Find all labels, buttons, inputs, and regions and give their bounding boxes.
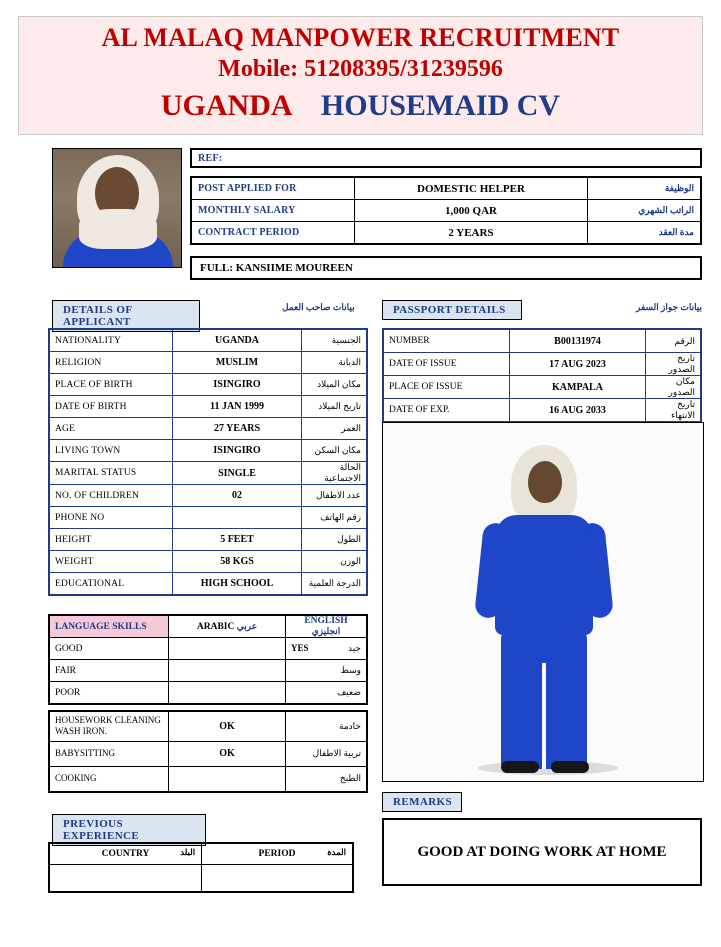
monthly-salary-value: 1,000 QAR	[355, 200, 588, 222]
babysitting-value: OK	[169, 741, 286, 766]
section-title-details-arabic: بيانات صاحب العمل	[282, 302, 355, 312]
passport-number-value: B00131974	[510, 329, 646, 353]
babysitting-label: BABYSITTING	[49, 741, 169, 766]
language-fair-arabic-value	[169, 660, 286, 682]
education-label: EDUCATIONAL	[49, 573, 173, 596]
document-title-country: UGANDA	[160, 88, 291, 122]
table-row	[49, 418, 367, 440]
weight-value: 58 KGS	[173, 551, 302, 573]
passport-number-label: NUMBER	[383, 329, 510, 353]
remarks-text: GOOD AT DOING WORK AT HOME	[382, 818, 702, 886]
document-title-role: HOUSEMAID CV	[320, 88, 561, 122]
passport-issue-date-label: DATE OF ISSUE	[383, 353, 510, 376]
phone-value	[173, 507, 302, 529]
table-row	[383, 353, 701, 376]
previous-country-header-ar: البلد	[180, 847, 196, 857]
table-row	[49, 462, 367, 485]
table-row	[49, 741, 367, 766]
table-row	[383, 329, 701, 353]
table-row	[49, 551, 367, 573]
table-row	[49, 766, 367, 792]
religion-value: MUSLIM	[173, 352, 302, 374]
language-poor-arabic-label: ضعيف	[336, 687, 361, 697]
previous-period-header-en: PERIOD	[258, 849, 296, 859]
language-english-col-en: ENGLISH	[304, 616, 348, 626]
table-row	[49, 485, 367, 507]
previous-country-header-en: COUNTRY	[101, 849, 150, 859]
table-row	[191, 177, 701, 200]
language-good-label: GOOD	[49, 638, 169, 660]
cooking-label: COOKING	[49, 766, 169, 792]
table-row	[191, 200, 701, 222]
header-banner	[18, 16, 703, 135]
language-arabic-column-header	[169, 615, 286, 638]
company-mobile: Mobile: 51208395/31239596	[218, 55, 503, 82]
height-arabic: الطول	[302, 529, 368, 551]
previous-country-value	[49, 865, 202, 893]
language-arabic-col-ar: عربي	[236, 621, 258, 631]
passport-issue-date-value: 17 AUG 2023	[510, 353, 646, 376]
cooking-value	[169, 766, 286, 792]
language-good-arabic-value	[169, 638, 286, 660]
monthly-salary-arabic: الراتب الشهري	[588, 200, 702, 222]
contract-period-label: CONTRACT PERIOD	[191, 222, 355, 245]
post-applied-value: DOMESTIC HELPER	[355, 177, 588, 200]
weight-label: WEIGHT	[49, 551, 173, 573]
date-of-birth-label: DATE OF BIRTH	[49, 396, 173, 418]
housework-value: OK	[169, 711, 286, 741]
place-of-birth-value: ISINGIRO	[173, 374, 302, 396]
language-good-arabic-label: جيد	[347, 643, 361, 653]
date-of-birth-arabic: تاريخ الميلاد	[302, 396, 368, 418]
children-value: 02	[173, 485, 302, 507]
age-label: AGE	[49, 418, 173, 440]
reference-label: REF:	[198, 152, 223, 164]
language-english-column-header	[286, 615, 368, 638]
section-title-remarks: REMARKS	[382, 792, 462, 812]
table-row	[49, 374, 367, 396]
marital-status-arabic: الحالة الاجتماعية	[302, 462, 368, 485]
work-skills-table	[48, 710, 368, 793]
place-of-birth-arabic: مكان الميلاد	[302, 374, 368, 396]
passport-expiry-label: DATE OF EXP.	[383, 399, 510, 423]
passport-number-arabic: الرقم	[646, 329, 702, 353]
housework-arabic: خادمة	[286, 711, 368, 741]
table-row	[49, 440, 367, 462]
weight-arabic: الوزن	[302, 551, 368, 573]
section-title-passport-arabic: بيانات جواز السفر	[636, 302, 703, 312]
previous-period-header-ar: المدة	[327, 847, 346, 857]
date-of-birth-value: 11 JAN 1999	[173, 396, 302, 418]
place-of-birth-label: PLACE OF BIRTH	[49, 374, 173, 396]
section-title-previous-experience: PREVIOUS EXPERIENCE	[52, 814, 206, 846]
passport-details-table	[382, 328, 702, 423]
table-row	[191, 222, 701, 245]
document-title	[19, 88, 702, 124]
table-header-row	[49, 615, 367, 638]
section-title-details: DETAILS OF APPLICANT	[52, 300, 200, 332]
nationality-arabic: الجنسية	[302, 329, 368, 352]
table-row	[49, 638, 367, 660]
full-photo-face	[528, 461, 562, 503]
full-photo-right-shoe	[551, 761, 589, 773]
living-town-label: LIVING TOWN	[49, 440, 173, 462]
education-value: HIGH SCHOOL	[173, 573, 302, 596]
full-photo-uniform-top	[495, 515, 593, 635]
table-row	[49, 507, 367, 529]
language-fair-arabic-label: وسط	[340, 665, 361, 675]
language-good-english-value	[286, 638, 368, 660]
language-poor-english-value	[286, 682, 368, 705]
applicant-full-name: FULL: KANSIIME MOUREEN	[190, 256, 702, 280]
housework-label: HOUSEWORK CLEANING WASH IRON.	[49, 711, 169, 741]
table-row	[49, 573, 367, 596]
table-row	[49, 529, 367, 551]
religion-arabic: الديانة	[302, 352, 368, 374]
children-label: NO. OF CHILDREN	[49, 485, 173, 507]
phone-label: PHONE NO	[49, 507, 173, 529]
applicant-details-table	[48, 328, 368, 596]
passport-issue-date-arabic: تاريخ الصدور	[646, 353, 702, 376]
living-town-value: ISINGIRO	[173, 440, 302, 462]
babysitting-arabic: تربية الاطفال	[286, 741, 368, 766]
contract-period-arabic: مدة العقد	[588, 222, 702, 245]
nationality-label: NATIONALITY	[49, 329, 173, 352]
phone-arabic: رقم الهاتف	[302, 507, 368, 529]
previous-period-value	[202, 865, 353, 893]
age-value: 27 YEARS	[173, 418, 302, 440]
table-row	[49, 329, 367, 352]
passport-issue-place-label: PLACE OF ISSUE	[383, 376, 510, 399]
passport-issue-place-arabic: مكان الصدور	[646, 376, 702, 399]
language-skills-table	[48, 614, 368, 705]
full-photo-left-shoe	[501, 761, 539, 773]
table-row	[49, 396, 367, 418]
applicant-portrait-photo	[52, 148, 182, 268]
table-header-row	[49, 843, 353, 865]
religion-label: RELIGION	[49, 352, 173, 374]
table-row	[49, 352, 367, 374]
section-title-passport: PASSPORT DETAILS	[382, 300, 522, 320]
language-poor-label: POOR	[49, 682, 169, 705]
marital-status-value: SINGLE	[173, 462, 302, 485]
living-town-arabic: مكان السكن	[302, 440, 368, 462]
children-arabic: عدد الاطفال	[302, 485, 368, 507]
language-skills-title: LANGUAGE SKILLS	[49, 615, 169, 638]
company-name: AL MALAQ MANPOWER RECRUITMENT	[101, 23, 620, 52]
previous-period-header	[202, 843, 353, 865]
marital-status-label: MARITAL STATUS	[49, 462, 173, 485]
passport-expiry-value: 16 AUG 2033	[510, 399, 646, 423]
height-value: 5 FEET	[173, 529, 302, 551]
cooking-arabic: الطبخ	[286, 766, 368, 792]
job-details-table	[190, 176, 702, 245]
language-fair-label: FAIR	[49, 660, 169, 682]
language-poor-arabic-value	[169, 682, 286, 705]
contract-period-value: 2 YEARS	[355, 222, 588, 245]
nationality-value: UGANDA	[173, 329, 302, 352]
table-row	[383, 399, 701, 423]
language-english-col-ar: انجليزي	[311, 626, 341, 636]
table-row	[383, 376, 701, 399]
reference-box	[190, 148, 702, 168]
previous-country-header	[49, 843, 202, 865]
post-applied-arabic: الوظيفة	[588, 177, 702, 200]
language-good-english-text: YES	[291, 643, 309, 653]
table-row	[49, 711, 367, 741]
passport-issue-place-value: KAMPALA	[510, 376, 646, 399]
full-photo-leg-gap	[542, 663, 546, 769]
table-row	[49, 682, 367, 705]
age-arabic: العمر	[302, 418, 368, 440]
monthly-salary-label: MONTHLY SALARY	[191, 200, 355, 222]
passport-expiry-arabic: تاريخ الانتهاء	[646, 399, 702, 423]
language-arabic-col-en: ARABIC	[196, 622, 235, 632]
table-row	[49, 865, 353, 893]
education-arabic: الدرجة العلمية	[302, 573, 368, 596]
post-applied-label: POST APPLIED FOR	[191, 177, 355, 200]
previous-experience-table	[48, 842, 354, 893]
language-fair-english-value	[286, 660, 368, 682]
portrait-scarf-drape	[79, 209, 157, 249]
height-label: HEIGHT	[49, 529, 173, 551]
table-row	[49, 660, 367, 682]
applicant-full-body-photo	[382, 422, 704, 782]
